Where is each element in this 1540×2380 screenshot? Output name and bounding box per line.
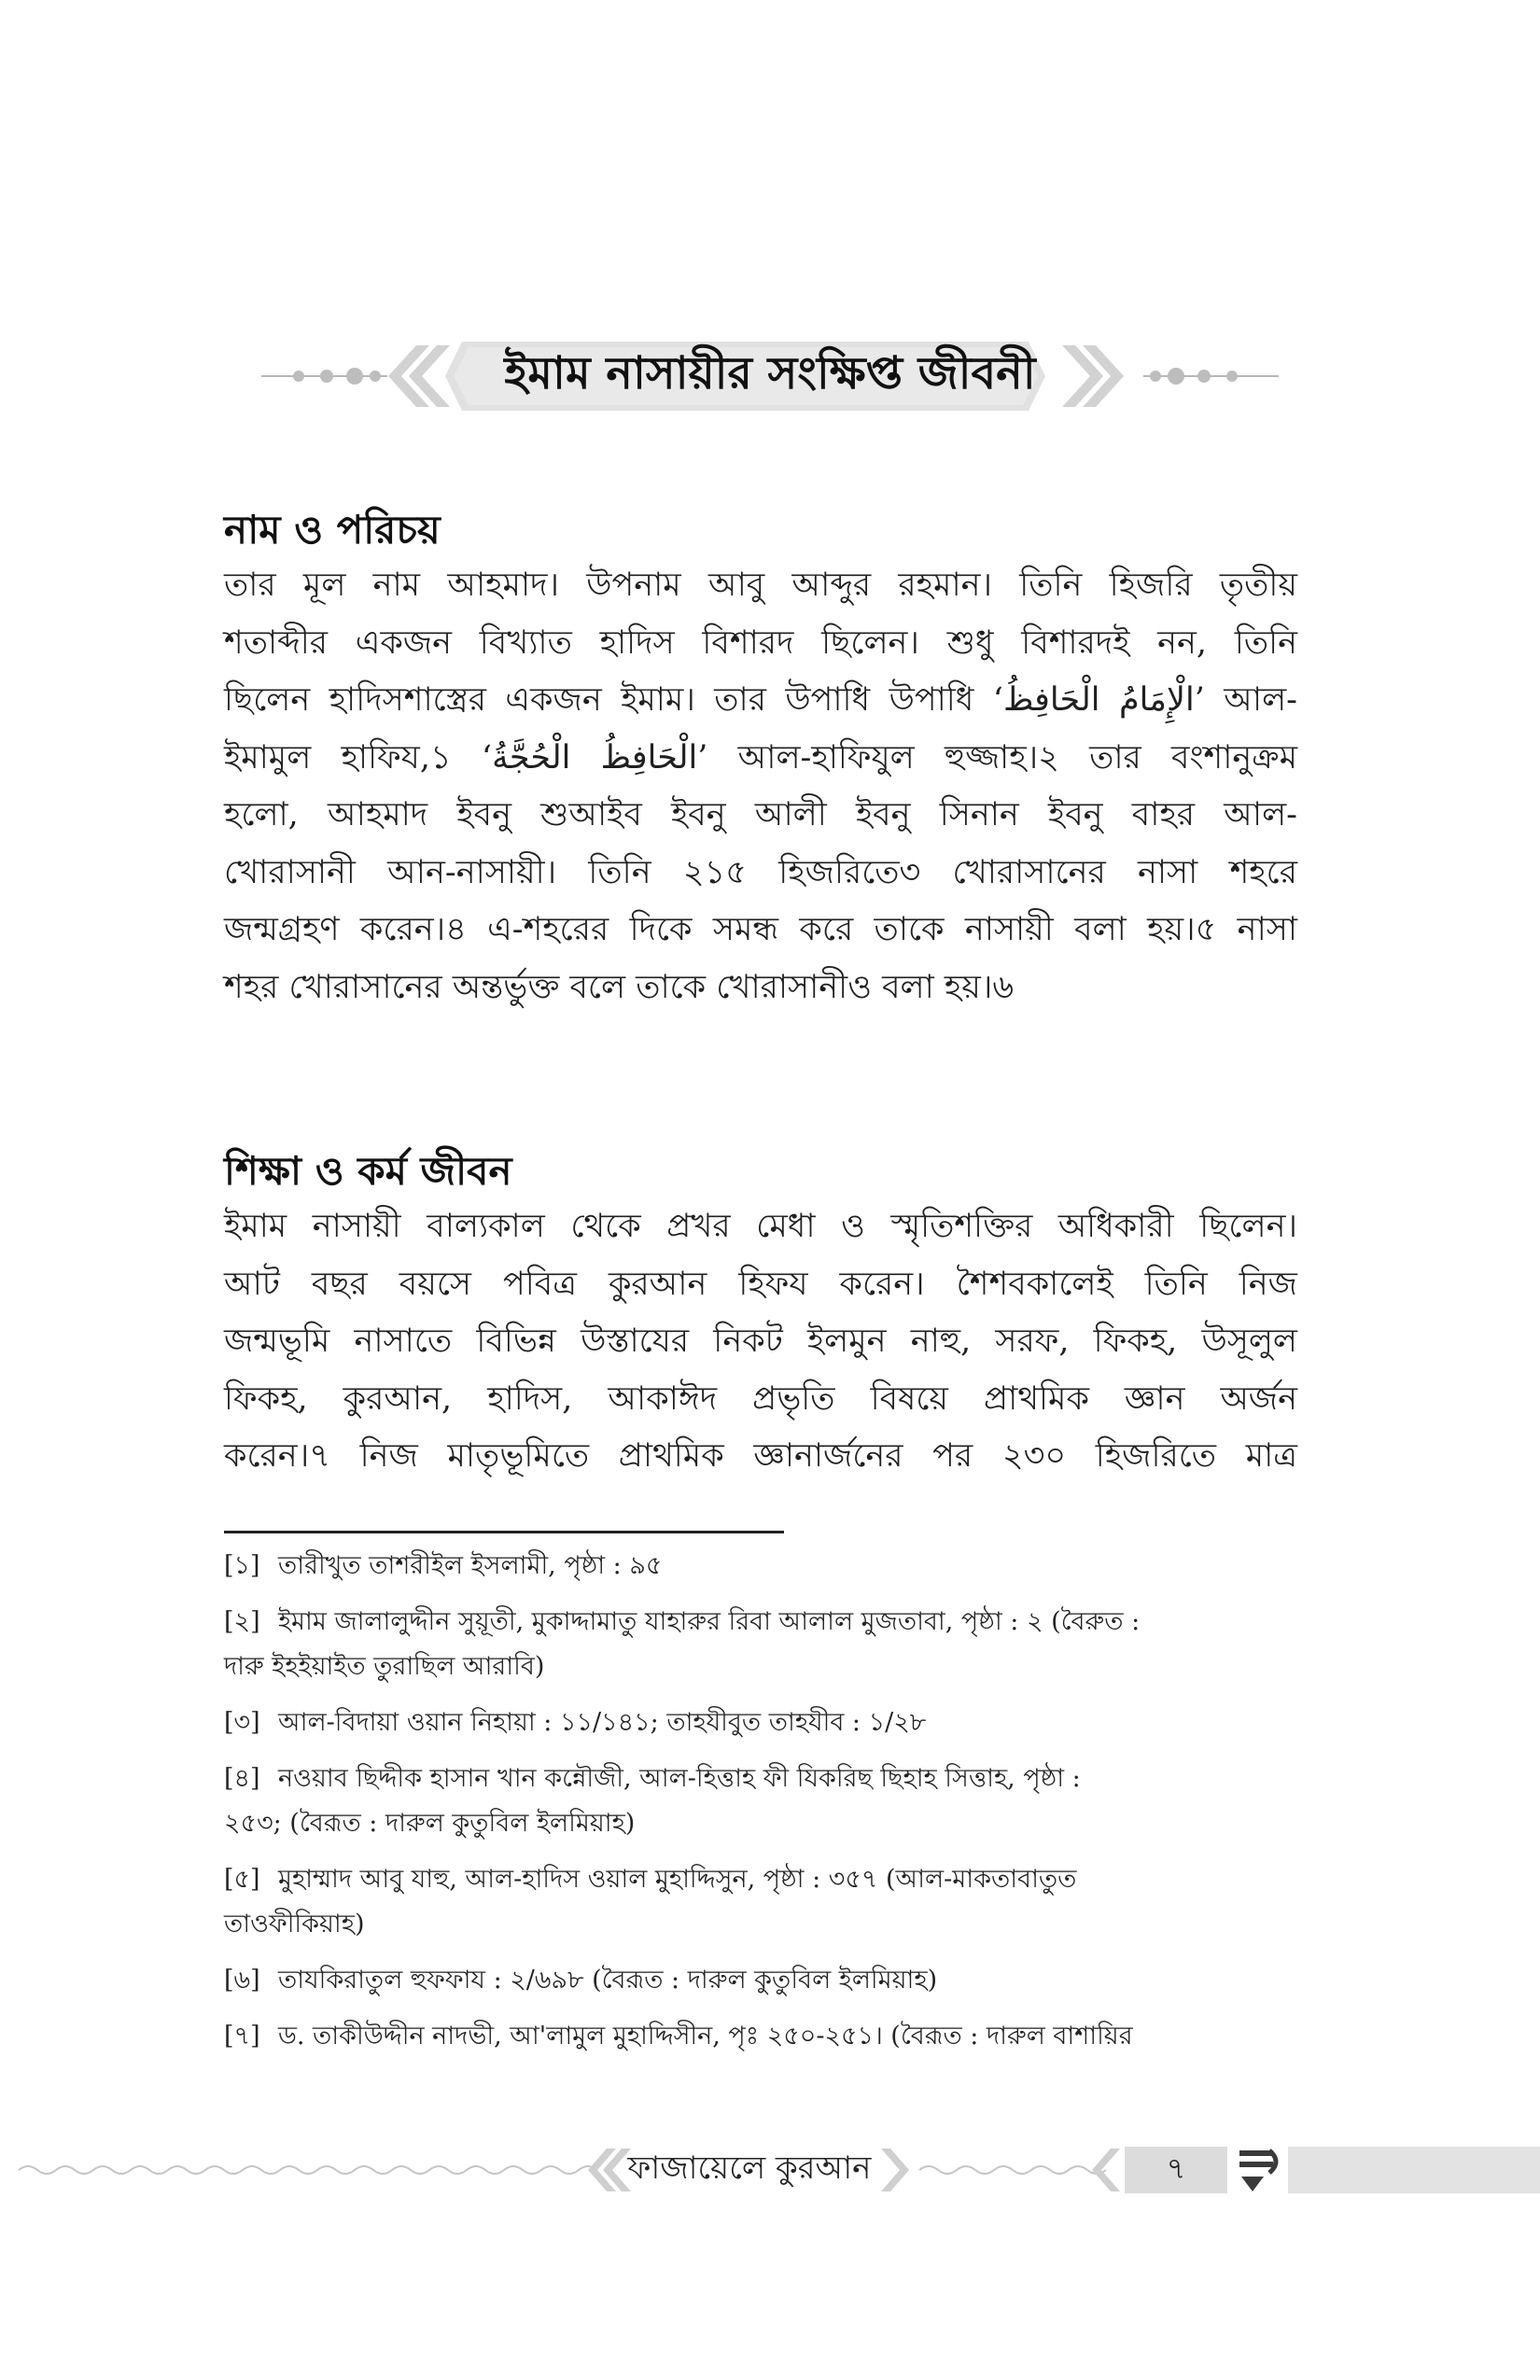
paragraph-line: খোরাসানী আন-নাসায়ী। তিনি ২১৫ হিজরিতে৩ খোরাসানের নাসা শহরে	[224, 853, 1297, 891]
footnote-number: [৪]	[224, 1764, 260, 1793]
footnote-text: ড. তাকীউদ্দীন নাদভী, আ'লামুল মুহাদ্দিসীন, পৃঃ ২৫০-২৫১। (বৈরূত : দারুল বাশায়ির	[278, 2022, 1133, 2051]
paragraph-line: শহর খোরাসানের অন্তর্ভুক্ত বলে তাকে খোরাসানীও বলা হয়।৬	[224, 968, 1015, 1006]
section-paragraph-education-career	[224, 1198, 1297, 1486]
footnote-number: [৩]	[224, 1708, 260, 1737]
footnote-number: [৬]	[224, 1966, 260, 1995]
page-arrow-icon	[1239, 2150, 1276, 2191]
footnote-text: মুহাম্মাদ আবু যাহু, আল-হাদিস ওয়াল মুহাদ্দিসুন, পৃষ্ঠা : ৩৫৭ (আল-মাকতাবাতুত	[278, 1865, 1077, 1894]
footnote-text: দারু ইহইয়াইত তুরাছিল আরাবি)	[224, 1652, 545, 1681]
chapter-title-banner	[252, 334, 1288, 418]
paragraph-line: জন্মভূমি নাসাতে বিভিন্ন উস্তাযের নিকট ইলমুন নাহু, সরফ, ফিকহ, উসূলুল	[224, 1323, 1297, 1360]
footnote	[224, 1857, 1297, 1947]
section-heading-education-career: শিক্ষা ও কর্ম জীবন	[224, 1148, 512, 1194]
footnote-text: তারীখুত তাশরীইল ইসলামী, পৃষ্ঠা : ৯৫	[278, 1551, 663, 1580]
footnote	[224, 1757, 1297, 1846]
footnote-text: ২৫৩; (বৈরূত : দারুল কুতুবিল ইলমিয়াহ)	[224, 1809, 636, 1838]
footnote-text: তাযকিরাতুল হুফফায : ২/৬৯৮ (বৈরূত : দারুল কুতুবিল ইলমিয়াহ)	[278, 1966, 938, 1995]
paragraph-line: জন্মগ্রহণ করেন।৪ এ-শহরের দিকে সমন্ধ করে তাকে নাসায়ী বলা হয়।৫ নাসা	[224, 911, 1297, 948]
paragraph-line: ফিকহ, কুরআন, হাদিস, আকাঈদ প্রভৃতি বিষয়ে প্রাথমিক জ্ঞান অর্জন	[224, 1379, 1297, 1418]
paragraph-line: ইমামুল হাফিয,১ ‘الْحَافِظُ الْحُجَّةُ’ আল-হাফিযুল হুজ্জাহ।২ তার বংশানুক্রম	[224, 738, 1298, 777]
paragraph-line: ছিলেন হাদিসশাস্ত্রের একজন ইমাম। তার উপাধি উপাধি ‘الْإِمَامُ الْحَافِظُ’ আল-	[224, 681, 1298, 719]
paragraph-line: আট বছর বয়সে পবিত্র কুরআন হিফয করেন। শৈশবকালেই তিনি নিজ	[224, 1265, 1297, 1303]
page-footer	[0, 2137, 1540, 2203]
footnote-text: ইমাম জালালুদ্দীন সুয়ূতী, মুকাদ্দামাতু যাহারুর রিবা আলাল মুজতাবা, পৃষ্ঠা : ২ (বৈরুত :	[278, 1607, 1141, 1636]
footnote	[224, 2014, 1297, 2059]
paragraph-line: করেন।৭ নিজ মাতৃভূমিতে প্রাথমিক জ্ঞানার্জনের পর ২৩০ হিজরিতে মাত্র	[224, 1437, 1297, 1475]
footnote-number: [৫]	[224, 1865, 260, 1894]
footnotes	[224, 1544, 1297, 2070]
paragraph-line: শতাব্দীর একজন বিখ্যাত হাদিস বিশারদ ছিলেন। শুধু বিশারদই নন, তিনি	[224, 623, 1297, 662]
footnote-divider	[224, 1531, 784, 1533]
section-heading-name-intro: নাম ও পরিচয়	[224, 507, 441, 553]
footnote-text: আল-বিদায়া ওয়ান নিহায়া : ১১/১৪১; তাহযীবুত তাহযীব : ১/২৮	[278, 1708, 927, 1737]
page-number: ৭	[1166, 2150, 1186, 2186]
footnote-number: [২]	[224, 1607, 260, 1636]
footnote	[224, 1958, 1297, 2003]
footnote-number: [৭]	[224, 2022, 260, 2051]
footnote-text: নওয়াব ছিদ্দীক হাসান খান কন্নৌজী, আল-হিত্তাহ ফী যিকরিছ ছিহাহ সিত্তাহ, পৃষ্ঠা :	[278, 1764, 1081, 1793]
paragraph-line: তার মূল নাম আহমাদ। উপনাম আবু আব্দুর রহমান। তিনি হিজরি তৃতীয়	[224, 567, 1297, 604]
footnote	[224, 1600, 1297, 1689]
paragraph-line: ইমাম নাসায়ী বাল্যকাল থেকে প্রখর মেধা ও স্মৃতিশক্তির অধিকারী ছিলেন।	[224, 1208, 1297, 1245]
footnote-number: [১]	[224, 1551, 260, 1580]
footer-book-title: ফাজায়েলে কুরআন	[627, 2149, 872, 2187]
footnote	[224, 1544, 1297, 1589]
footnote-text: তাওফীকিয়াহ)	[224, 1910, 365, 1939]
footnote	[224, 1701, 1297, 1745]
paragraph-line: হলো, আহমাদ ইবনু শুআইব ইবনু আলী ইবনু সিনান ইবনু বাহর আল-	[224, 796, 1297, 833]
section-paragraph-name-intro	[224, 557, 1297, 1016]
chapter-title: ইমাম নাসায়ীর সংক্ষিপ্ত জীবনী	[504, 346, 1036, 399]
